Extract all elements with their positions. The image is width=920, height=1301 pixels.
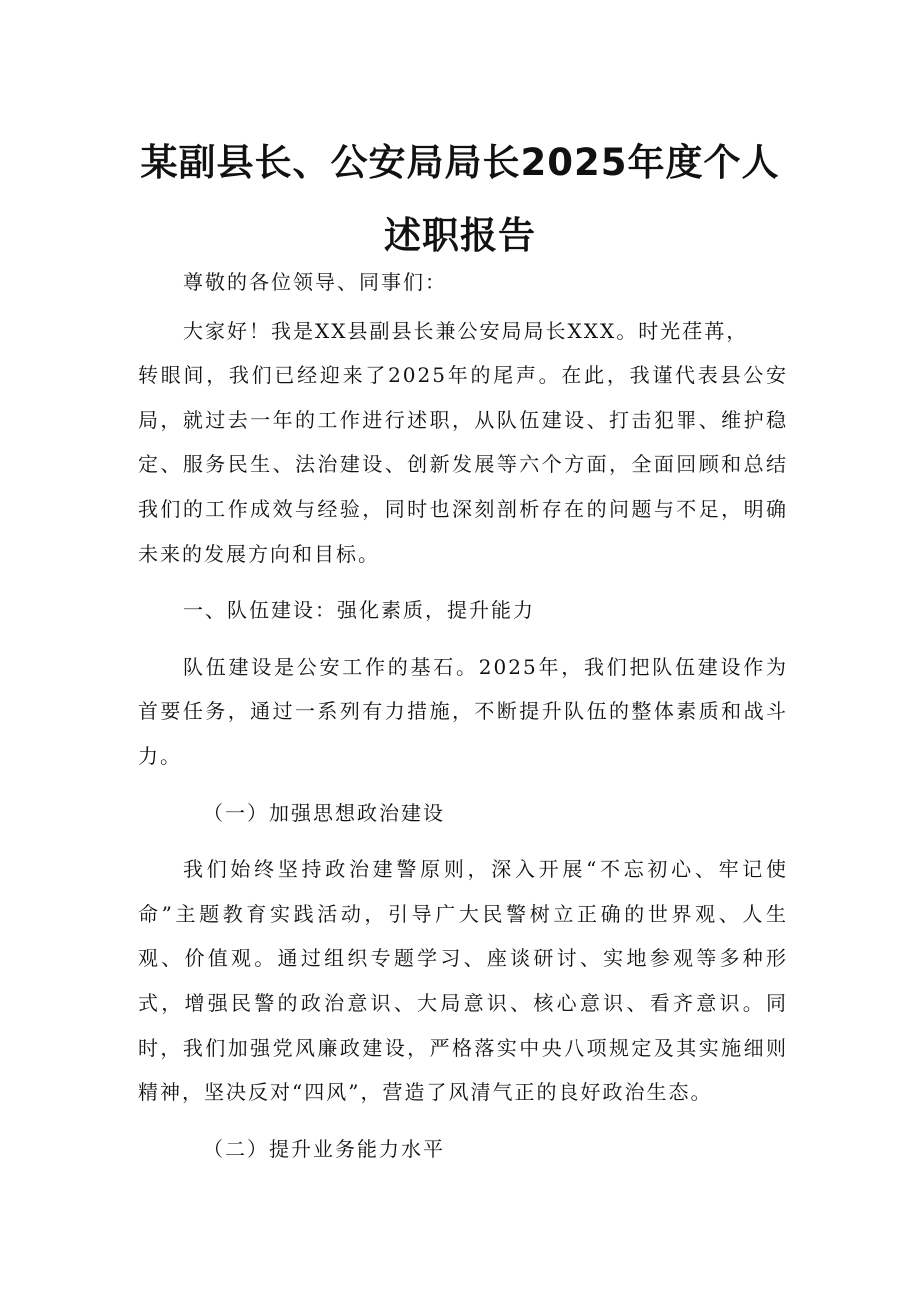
document-title-line-2: 述职报告 bbox=[384, 214, 536, 257]
section-1-heading: 一、队伍建设：强化素质，提升能力 bbox=[183, 598, 535, 623]
document-title-line-1: 某副县长、公安局局长2025年度个人 bbox=[140, 141, 780, 184]
subsection-1-paragraph: 我们始终坚持政治建警原则，深入开展“不忘初心、牢记使命”主题教育实践活动，引导广大民警树立正确的世界观、人生观、价值观。通过组织专题学习、座谈研讨、实地参观等多种形式，增强民警的政治意识、大局意识、核心意识、看齐意识。同时，我们加强党风廉政建设，严格落实中央八项规定及其实施细则精神，坚决反对“四风”，营造了风清气正的良好政治生态。 bbox=[138, 857, 788, 1105]
section-1-paragraph: 队伍建设是公安工作的基石。2025年，我们把队伍建设作为首要任务，通过一系列有力措施，不断提升队伍的整体素质和战斗力。 bbox=[138, 654, 788, 768]
subsection-1-heading: （一）加强思想政治建设 bbox=[203, 800, 445, 825]
intro-paragraph-line-1: 大家好！我是XX县副县长兼公安局局长XXX。时光荏苒， bbox=[183, 318, 749, 343]
document-body bbox=[138, 260, 788, 1171]
salutation: 尊敬的各位领导、同事们： bbox=[183, 270, 447, 294]
intro-paragraph: 转眼间，我们已经迎来了2025年的尾声。在此，我谨代表县公安局，就过去一年的工作进行述职，从队伍建设、打击犯罪、维护稳定、服务民生、法治建设、创新发展等六个方面，全面回顾和总结我们的工作成效与经验，同时也深刻剖析存在的问题与不足，明确未来的发展方向和目标。 bbox=[138, 363, 788, 566]
subsection-2-heading: （二）提升业务能力水平 bbox=[203, 1136, 445, 1161]
